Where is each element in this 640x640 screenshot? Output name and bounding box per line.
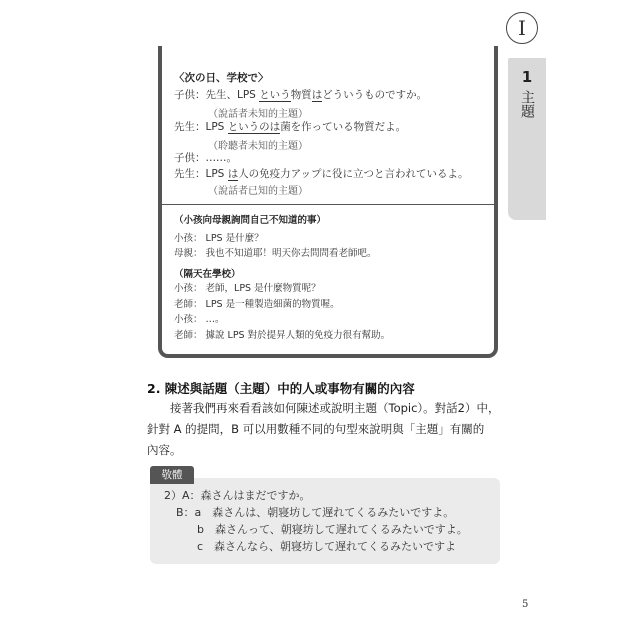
section-paragraph-line-1: 接著我們再來看看該如何陳述或說明主題（Topic）。對話2）中， xyxy=(170,401,500,415)
dialogue-line-4 xyxy=(174,167,468,181)
dialogue-line-1 xyxy=(174,88,427,102)
translation-line-5: 小孩： …。 xyxy=(174,314,225,325)
side-tab-label: 主題 xyxy=(519,90,535,118)
section-paragraph-line-2: 針對 A 的提問，B 可以用數種不同的句型來說明與「主題」有關的 xyxy=(147,422,485,436)
example-line-4: c 森さんなら、朝寝坊して遅れてくるみたいですよ xyxy=(197,540,457,553)
line-1-b: という xyxy=(259,89,291,101)
line-2-a: 先生：LPS xyxy=(174,121,228,133)
line-1-c: 物質 xyxy=(290,89,312,101)
translation-line-3: 小孩： 老師，LPS 是什麼物質呢？ xyxy=(174,283,321,294)
line-1-d: は xyxy=(311,89,323,101)
dialogue-line-2 xyxy=(174,120,406,134)
translation-heading-2: （隔天在學校） xyxy=(174,269,241,280)
example-line-1: 2）A：森さんはまだですか。 xyxy=(164,489,311,502)
chapter-side-tab xyxy=(508,58,546,220)
line-4-a: 先生：LPS xyxy=(174,168,228,180)
line-1-e: どういうものですか。 xyxy=(322,89,428,101)
line-2-c: 菌を作っている物質だよ。 xyxy=(280,121,407,133)
line-1-a: 子供：先生、LPS xyxy=(174,89,260,101)
page-number: 5 xyxy=(522,599,529,610)
section-paragraph-line-3: 內容。 xyxy=(147,443,182,457)
example-line-2: B：a 森さんは、朝寝坊して遅れてくるみたいですよ。 xyxy=(176,506,455,519)
politeness-badge: 敬體 xyxy=(150,466,194,484)
side-tab-number: 1 xyxy=(521,68,533,86)
dialogue-note-2: （聆聽者未知的主題） xyxy=(208,141,308,152)
translation-line-6: 老師： 據說 LPS 對於提昇人類的免疫力很有幫助。 xyxy=(174,330,391,341)
translation-line-2: 母親： 我也不知道耶！明天你去問問看老師吧。 xyxy=(174,248,377,259)
dialogue-line-3: 子供：……。 xyxy=(174,152,237,164)
line-2-b: というのは xyxy=(227,121,281,133)
dialogue-note-3: （說話者已知的主題） xyxy=(208,186,308,197)
translation-heading-1: （小孩向母親詢問自己不知道的事） xyxy=(174,215,327,226)
frame-divider xyxy=(162,204,494,205)
translation-line-4: 老師： LPS 是一種製造細菌的物質喔。 xyxy=(174,299,340,310)
chapter-numeral: I xyxy=(506,12,538,44)
dialogue-note-1: （說話者未知的主題） xyxy=(208,109,308,120)
line-4-c: 人の免疫力アップに役に立つと言われているよ。 xyxy=(238,168,469,180)
example-line-3: b 森さんって、朝寝坊して遅れてくるみたいですよ。 xyxy=(197,523,468,536)
line-4-b: は xyxy=(227,168,239,180)
translation-line-1: 小孩： LPS 是什麼？ xyxy=(174,233,264,244)
section-title: 2. 陳述與話題（主題）中的人或事物有關的內容 xyxy=(147,381,415,396)
dialogue-heading: 〈次の日、学校で〉 xyxy=(174,72,269,84)
